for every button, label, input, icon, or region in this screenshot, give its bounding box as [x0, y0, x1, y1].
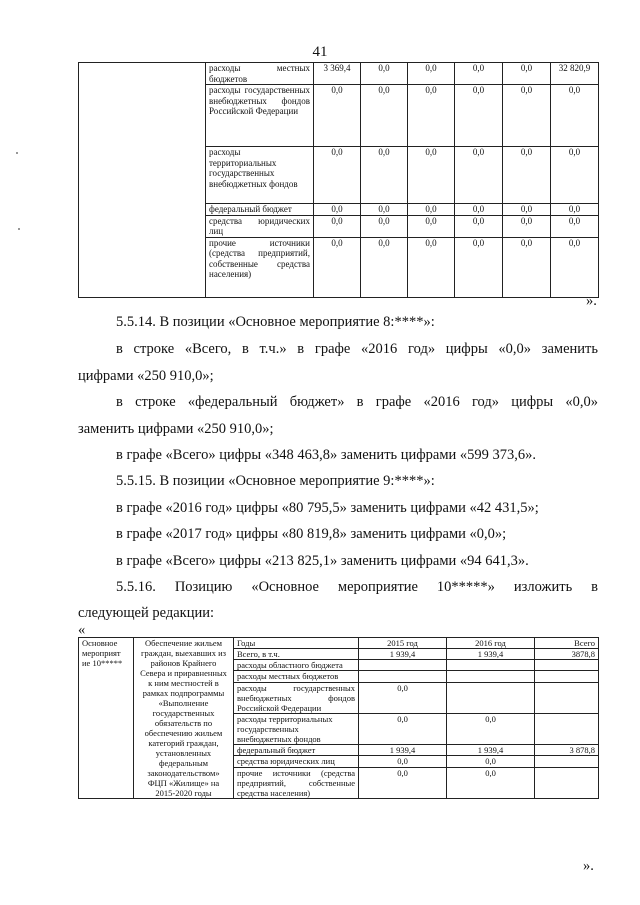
scan-speck	[16, 152, 18, 154]
row-label: прочие источники (средства предприятий, собственные средства населения)	[234, 767, 359, 799]
table-continuation	[78, 62, 599, 298]
paragraph: цифрами «250 910,0»;	[78, 368, 214, 384]
cell-value: 0,0	[503, 204, 551, 216]
opening-quote: «	[78, 622, 86, 638]
cell-value: 0,0	[359, 682, 447, 713]
row-label: расходы местных бюджетов	[234, 671, 359, 682]
cell-value: 0,0	[314, 215, 361, 237]
cell-value	[447, 660, 535, 671]
paragraph: в строке «Всего, в т.ч.» в графе «2016 год» цифры «0,0» заменить	[116, 341, 598, 357]
closing-quote: ».	[586, 293, 597, 309]
cell-value: 0,0	[455, 147, 503, 204]
paragraph: 5.5.16. Позицию «Основное мероприятие 10*****» изложить в	[116, 579, 598, 595]
row-label: расходы территориальных государственных внебюджетных фондов	[206, 147, 314, 204]
paragraph: следующей редакции:	[78, 605, 215, 621]
cell-value	[447, 671, 535, 682]
cell-value: 0,0	[359, 713, 447, 744]
cell-value: 0,0	[314, 204, 361, 216]
cell-value	[535, 671, 599, 682]
cell-value: 0,0	[503, 85, 551, 147]
cell-value	[447, 682, 535, 713]
paragraph: 5.5.15. В позиции «Основное мероприятие 9:****»:	[116, 473, 435, 489]
measure-name: Основное мероприят ие 10*****	[79, 638, 134, 799]
page-number: 41	[312, 44, 328, 60]
scan-speck	[18, 228, 20, 230]
paragraph: 5.5.14. В позиции «Основное мероприятие 8:****»:	[116, 314, 435, 330]
header-cell: Всего	[535, 638, 599, 649]
cell-value: 0,0	[361, 147, 408, 204]
cell-value: 0,0	[455, 63, 503, 85]
cell-value: 0,0	[447, 713, 535, 744]
cell-value: 0,0	[408, 63, 455, 85]
paragraph: в строке «федеральный бюджет» в графе «2016 год» цифры «0,0»	[116, 394, 598, 410]
cell-value: 0,0	[455, 237, 503, 297]
cell-value: 1 939,4	[359, 649, 447, 660]
row-label: расходы территориальных государственных внебюджетных фондов	[234, 713, 359, 744]
cell-value: 3 369,4	[314, 63, 361, 85]
row-label: расходы местных бюджетов	[206, 63, 314, 85]
row-label: федеральный бюджет	[206, 204, 314, 216]
cell-value: 0,0	[447, 767, 535, 799]
cell-value: 0,0	[455, 204, 503, 216]
cell-value: 0,0	[551, 215, 599, 237]
cell-value: 0,0	[551, 147, 599, 204]
cell-value: 0,0	[359, 756, 447, 767]
cell-value	[535, 767, 599, 799]
cell-value: 0,0	[503, 147, 551, 204]
cell-value: 0,0	[551, 237, 599, 297]
cell-value: 0,0	[408, 85, 455, 147]
cell-value: 0,0	[503, 215, 551, 237]
cell-value	[359, 671, 447, 682]
row-label: средства юридических лиц	[206, 215, 314, 237]
cell-value: 0,0	[408, 237, 455, 297]
cell-value	[535, 660, 599, 671]
cell-value: 0,0	[314, 237, 361, 297]
cell-value: 0,0	[314, 85, 361, 147]
row-label: расходы государственных внебюджетных фондов Российской Федерации	[234, 682, 359, 713]
cell-value: 0,0	[408, 147, 455, 204]
cell-value: 3 878,8	[535, 745, 599, 756]
cell-value: 3878,8	[535, 649, 599, 660]
blank-cell	[79, 63, 206, 298]
row-label: средства юридических лиц	[234, 756, 359, 767]
closing-quote: ».	[583, 858, 594, 874]
cell-value: 1 939,4	[447, 745, 535, 756]
row-label: прочие источники (средства предприятий, собственные средства населения)	[206, 237, 314, 297]
row-label: Всего, в т.ч.	[234, 649, 359, 660]
cell-value: 0,0	[361, 204, 408, 216]
cell-value: 0,0	[408, 204, 455, 216]
measure-description: Обеспечение жильем граждан, выехавших из районов Крайнего Севера и приравненных к ним местностей в рамках подпрограммы «Выполнение государственных обязательств по обеспечению жильем категорий граждан, установленных федеральным законодательством» ФЦП «Жилище» на 2015-2020 годы	[134, 638, 234, 799]
cell-value: 0,0	[359, 767, 447, 799]
paragraph: в графе «2017 год» цифры «80 819,8» заменить цифрами «0,0»;	[116, 526, 507, 542]
row-label: федеральный бюджет	[234, 745, 359, 756]
paragraph: в графе «2016 год» цифры «80 795,5» заменить цифрами «42 431,5»;	[116, 500, 539, 516]
row-label: расходы государственных внебюджетных фондов Российской Федерации	[206, 85, 314, 147]
cell-value	[535, 756, 599, 767]
cell-value	[535, 713, 599, 744]
cell-value: 0,0	[447, 756, 535, 767]
row-label: расходы областного бюджета	[234, 660, 359, 671]
cell-value: 0,0	[503, 63, 551, 85]
cell-value: 32 820,9	[551, 63, 599, 85]
table-row	[79, 63, 599, 85]
cell-value: 0,0	[551, 204, 599, 216]
header-cell: Годы	[234, 638, 359, 649]
cell-value: 1 939,4	[447, 649, 535, 660]
cell-value: 0,0	[455, 85, 503, 147]
paragraph: в графе «Всего» цифры «213 825,1» заменить цифрами «94 641,3».	[116, 553, 529, 569]
paragraph: заменить цифрами «250 910,0»;	[78, 421, 274, 437]
cell-value: 0,0	[455, 215, 503, 237]
paragraph: в графе «Всего» цифры «348 463,8» заменить цифрами «599 373,6».	[116, 447, 537, 463]
cell-value: 1 939,4	[359, 745, 447, 756]
cell-value: 0,0	[314, 147, 361, 204]
cell-value: 0,0	[361, 85, 408, 147]
cell-value: 0,0	[361, 237, 408, 297]
cell-value: 0,0	[551, 85, 599, 147]
table-row	[79, 638, 599, 649]
cell-value: 0,0	[503, 237, 551, 297]
cell-value	[359, 660, 447, 671]
cell-value: 0,0	[408, 215, 455, 237]
cell-value: 0,0	[361, 215, 408, 237]
table-new-edition	[78, 637, 599, 799]
header-cell: 2015 год	[359, 638, 447, 649]
cell-value: 0,0	[361, 63, 408, 85]
header-cell: 2016 год	[447, 638, 535, 649]
cell-value	[535, 682, 599, 713]
